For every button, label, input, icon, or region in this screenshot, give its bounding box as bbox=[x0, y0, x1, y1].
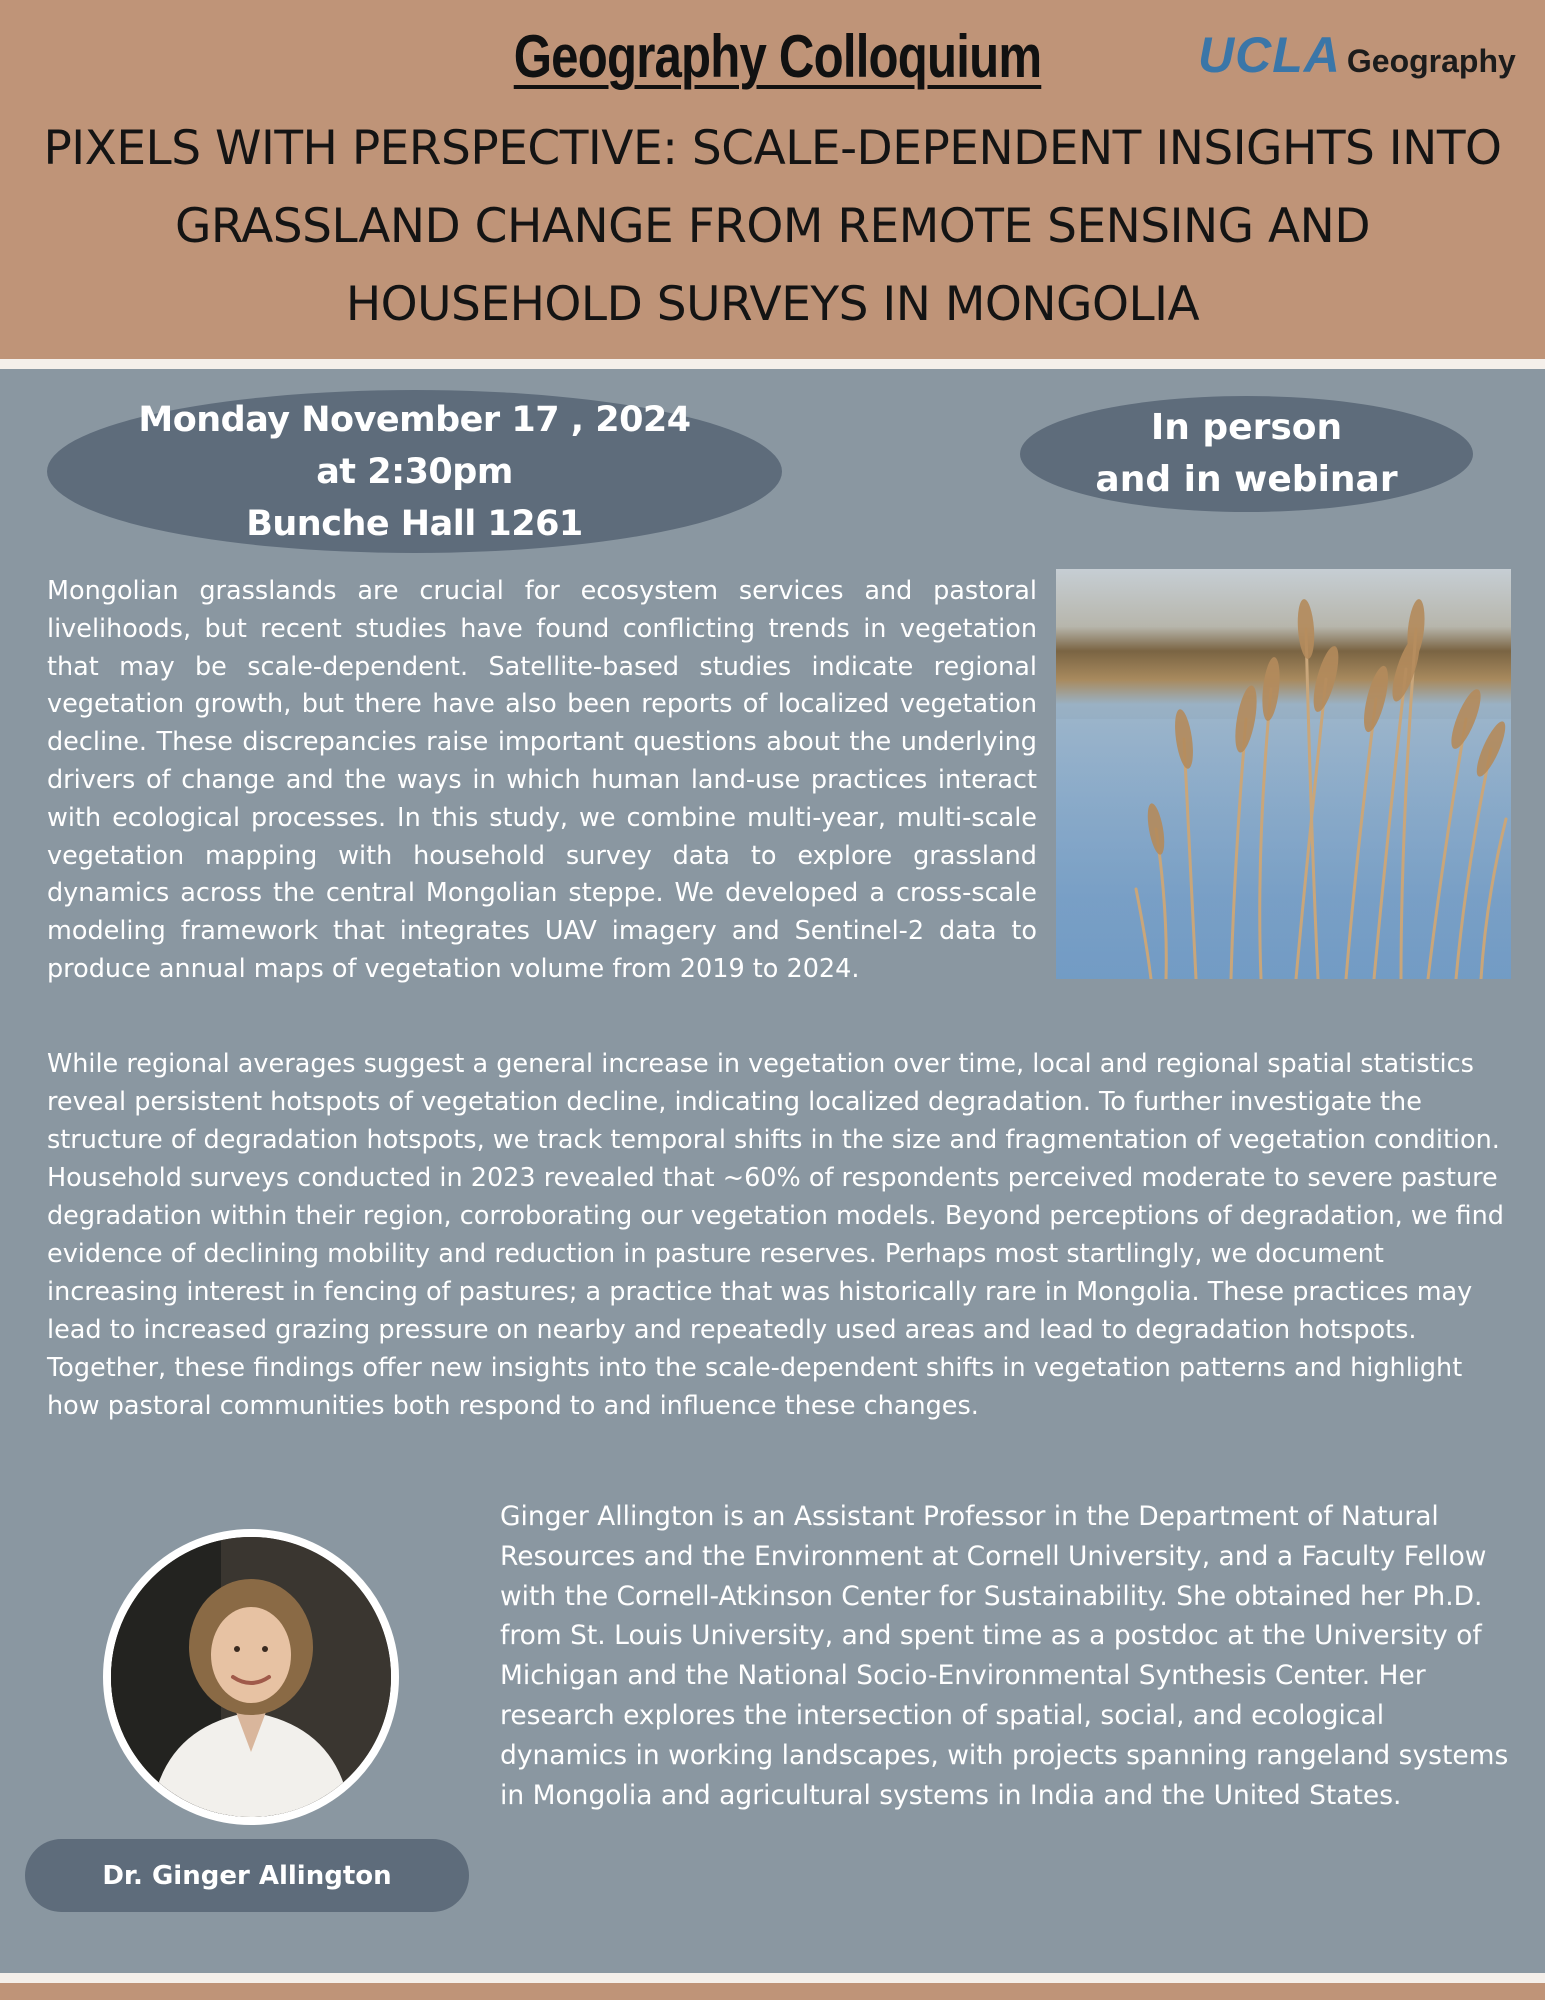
event-location: Bunche Hall 1261 bbox=[246, 503, 583, 544]
event-format-line2: and in webinar bbox=[1095, 459, 1398, 500]
footer-stripe bbox=[0, 1983, 1545, 2000]
talk-title: PIXELS WITH PERSPECTIVE: SCALE-DEPENDENT INSIGHTS INTO GRASSLAND CHANGE FROM REMOTE SENSING AND HOUSEHOLD SURVEYS IN MONGOLIA bbox=[43, 121, 1502, 332]
speaker-silhouette bbox=[111, 1537, 391, 1817]
event-time: at 2:30pm bbox=[316, 451, 513, 492]
speaker-portrait bbox=[103, 1529, 399, 1825]
ucla-geography-logo bbox=[1198, 26, 1516, 84]
speaker-name: Dr. Ginger Allington bbox=[102, 1860, 392, 1891]
logo-department: Geography bbox=[1346, 43, 1516, 79]
series-title: Geography Colloquium bbox=[513, 23, 1042, 90]
speaker-name-pill bbox=[25, 1839, 469, 1912]
event-details-pill bbox=[47, 390, 782, 553]
reed-grass-illustration bbox=[1056, 569, 1511, 979]
abstract-paragraph-1: Mongolian grasslands are crucial for ecosystem services and pastoral livelihoods, but recent studies have found conflicting trends in vegetation that may be scale-dependent. Satellite-based studies indicate regional vegetation growth, but there have also been reports of localized vegetation decline. These discrepancies raise important questions about the underlying drivers of change and the ways in which human land-use practices interact with ecological processes. In this study, we combine multi-year, multi-scale vegetation mapping with household survey data to explore grassland dynamics across the central Mongolian steppe. We developed a cross-scale modeling framework that integrates UAV imagery and Sentinel-2 data to produce annual maps of vegetation volume from 2019 to 2024. bbox=[47, 576, 1037, 984]
logo-ucla: UCLA bbox=[1198, 27, 1341, 83]
grassland-photo bbox=[1056, 569, 1511, 979]
event-format-line1: In person bbox=[1150, 407, 1343, 448]
speaker-bio: Ginger Allington is an Assistant Professor in the Department of Natural Resources and the Environment at Cornell University, and a Faculty Fellow with the Cornell-Atkinson Center for Sustainability. She obtained her Ph.D. from St. Louis University, and spent time as a postdoc at the University of Michigan and the National Socio-Environmental Synthesis Center. Her research explores the intersection of spatial, social, and ecological dynamics in working landscapes, with projects spanning rangeland systems in Mongolia and agricultural systems in India and the United States. bbox=[500, 1501, 1509, 1811]
event-date: Monday November 17 , 2024 bbox=[138, 399, 691, 440]
event-format-pill bbox=[1020, 396, 1473, 512]
abstract-paragraph-2: While regional averages suggest a general increase in vegetation over time, local and regional spatial statistics reveal persistent hotspots of vegetation decline, indicating localized degradation. To further investigate the structure of degradation hotspots, we track temporal shifts in the size and fragmentation of vegetation condition. Household surveys conducted in 2023 revealed that ~60% of respondents perceived moderate to severe pasture degradation within their region, corroborating our vegetation models. Beyond perceptions of degradation, we find evidence of declining mobility and reduction in pasture reserves. Perhaps most startlingly, we document increasing interest in fencing of pastures; a practice that was historically rare in Mongolia. These practices may lead to increased grazing pressure on nearby and repeatedly used areas and lead to degradation hotspots. Together, these findings offer new insights into the scale-dependent shifts in vegetation patterns and highlight how pastoral communities both respond to and influence these changes. bbox=[47, 1049, 1504, 1421]
